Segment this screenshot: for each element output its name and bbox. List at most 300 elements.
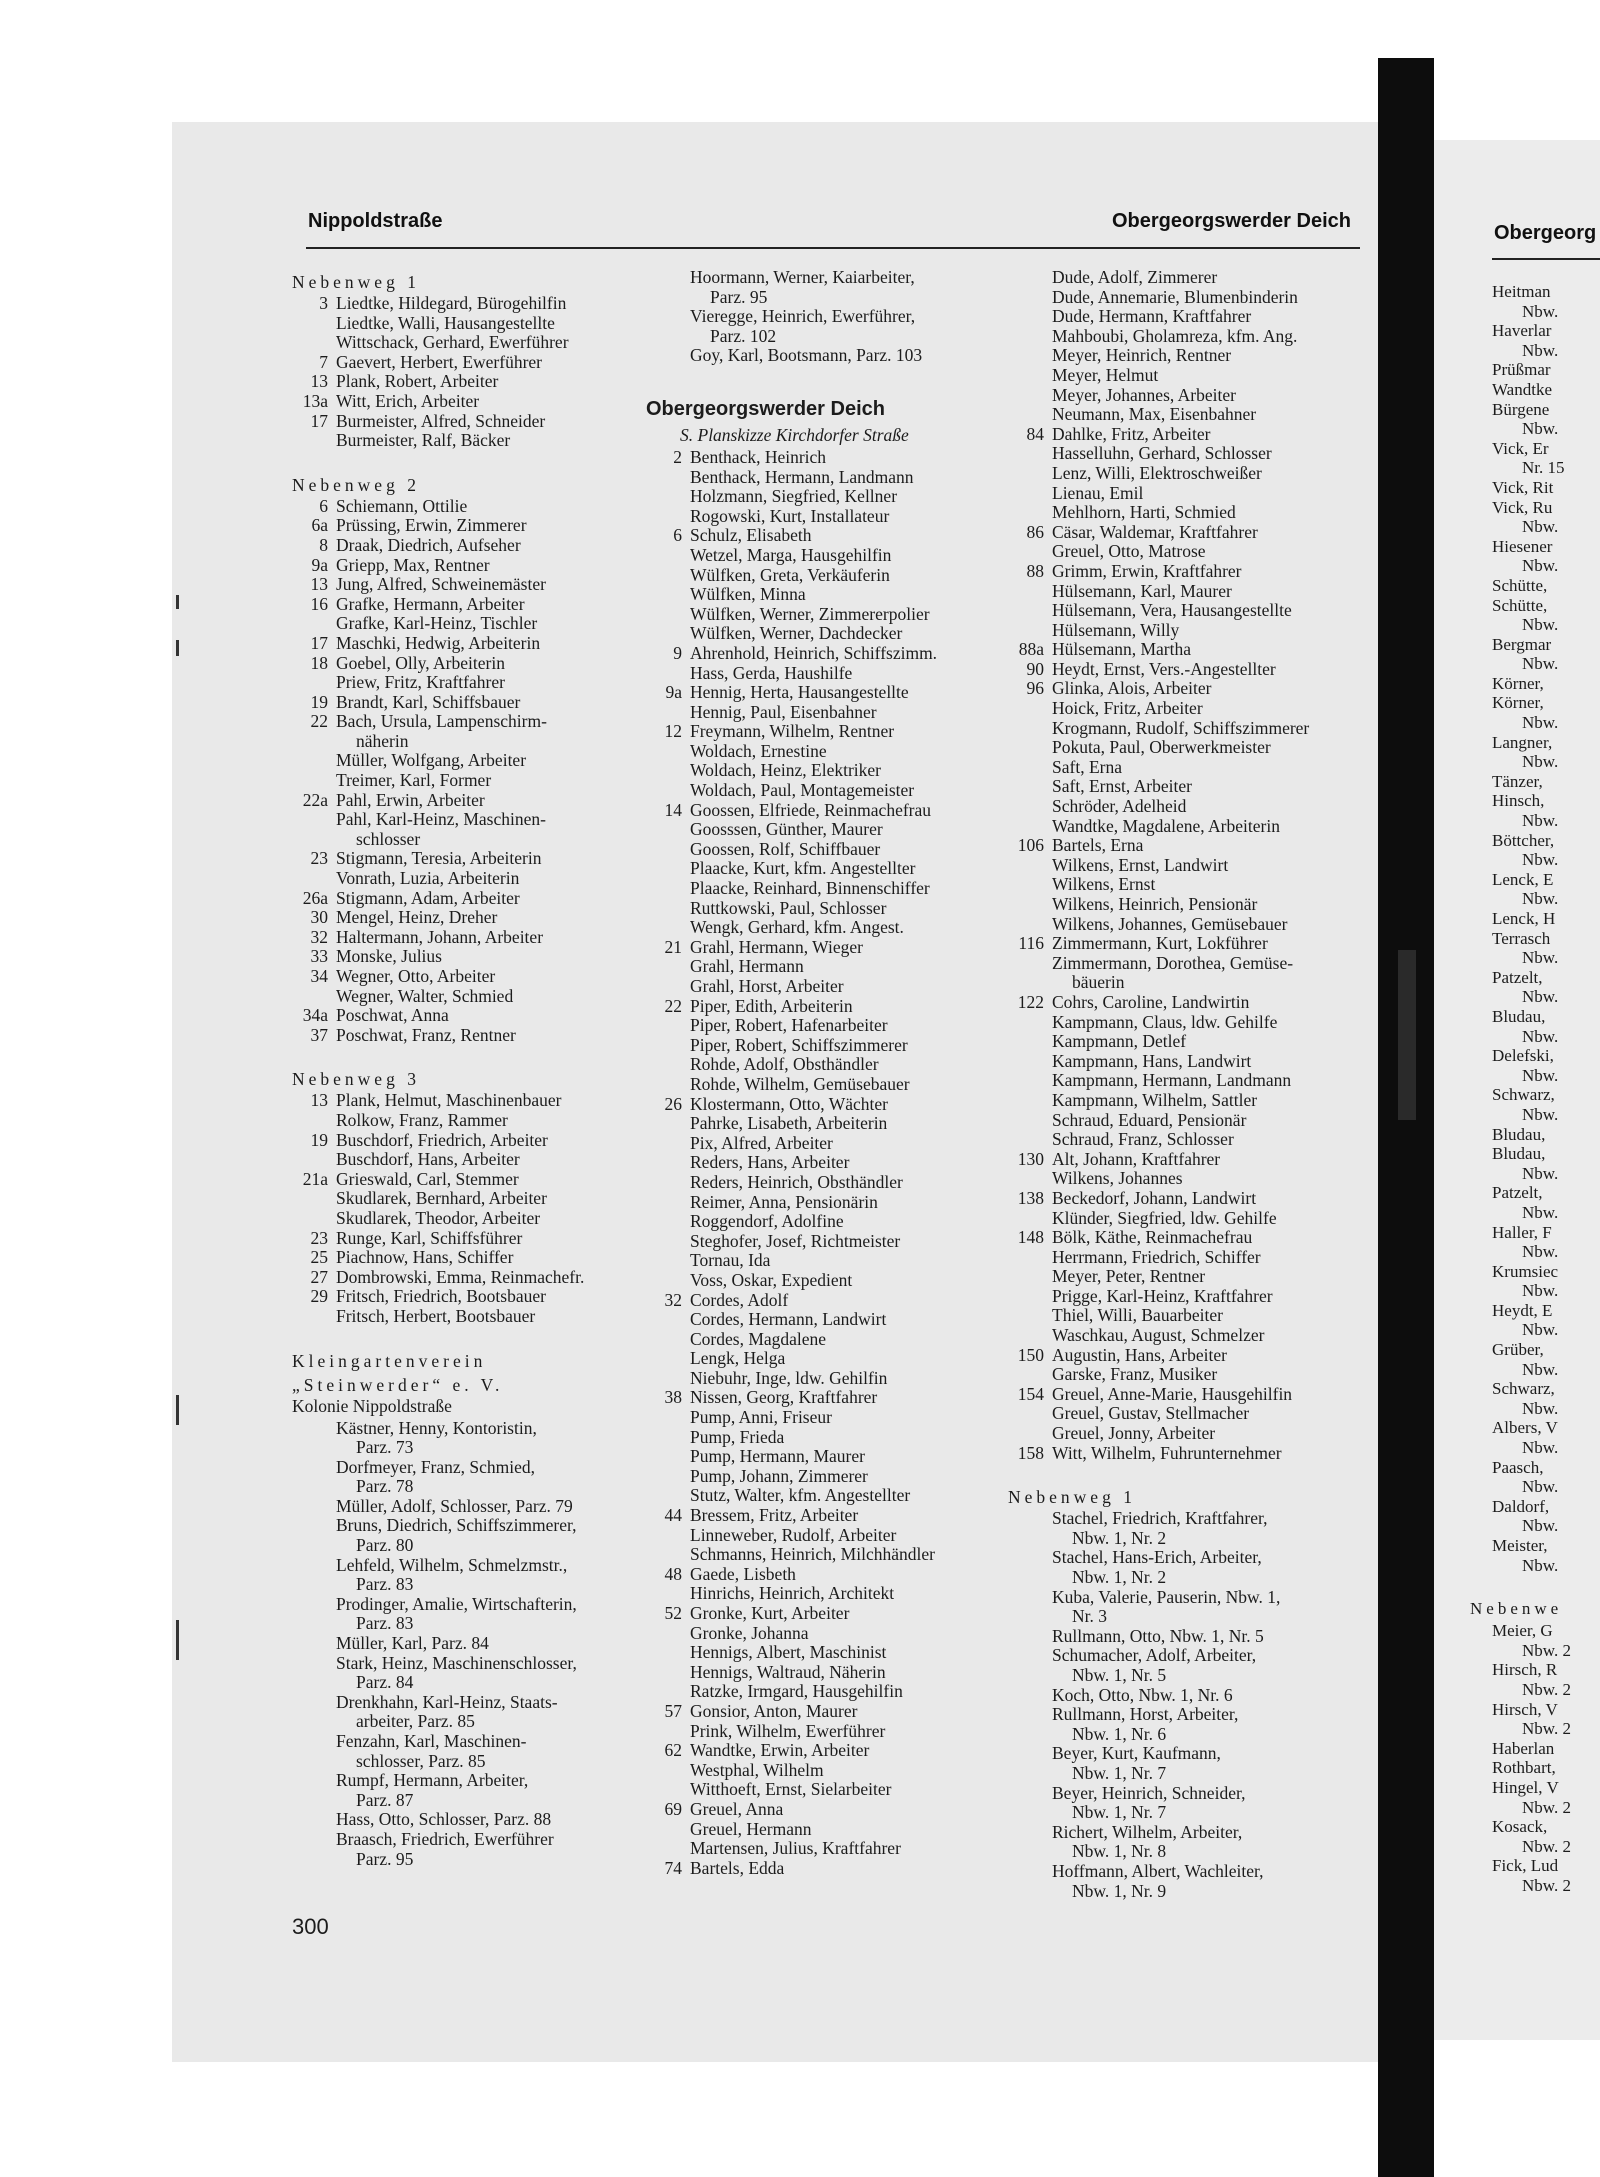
resident-entry — [646, 468, 1016, 488]
resident-entry-partial: Fick, Lud — [1492, 1856, 1559, 1876]
resident-entry — [1008, 1365, 1378, 1385]
resident-entry — [292, 333, 652, 353]
resident-text: Mahboubi, Gholamreza, kfm. Ang. — [1052, 325, 1298, 346]
house-number: 38 — [664, 1387, 682, 1408]
resident-entry — [646, 879, 1016, 899]
resident-text: Rolkow, Franz, Rammer — [336, 1109, 508, 1130]
resident-entry — [292, 1830, 652, 1850]
resident-entry-partial: Wandtke — [1492, 379, 1552, 399]
entry-continuation: näherin — [356, 730, 409, 751]
resident-entry — [646, 1408, 1016, 1428]
resident-text: Stigmann, Adam, Arbeiter — [336, 887, 520, 908]
header-far-right: Obergeorg — [1494, 222, 1597, 244]
resident-entry — [646, 1820, 1016, 1840]
resident-text: Freymann, Wilhelm, Rentner — [690, 721, 895, 742]
entry-continuation: Parz. 80 — [356, 1535, 414, 1556]
resident-entry — [1008, 1306, 1378, 1326]
resident-entry — [1008, 366, 1378, 386]
resident-entry — [646, 1310, 1016, 1330]
resident-text: Dude, Adolf, Zimmerer — [1052, 267, 1218, 287]
house-number: 7 — [319, 351, 328, 372]
resident-entry-partial: Nbw. — [1522, 1320, 1559, 1340]
resident-text: Prüssing, Erwin, Zimmerer — [336, 515, 527, 536]
resident-entry-partial: Nbw. — [1522, 1438, 1559, 1458]
resident-text: Klostermann, Otto, Wächter — [690, 1093, 888, 1114]
entry-continuation: Parz. 78 — [356, 1476, 414, 1497]
resident-entry — [646, 1663, 1016, 1683]
section-heading: Nebenweg 1 — [1008, 1487, 1136, 1508]
resident-text: Pix, Alfred, Arbeiter — [690, 1132, 833, 1153]
resident-text: Hinrichs, Heinrich, Architekt — [690, 1583, 895, 1604]
resident-entry — [646, 1173, 1016, 1193]
entry-continuation: Parz. 95 — [710, 286, 768, 307]
resident-entry — [292, 947, 652, 967]
resident-entry — [1008, 758, 1378, 778]
resident-text: Ruttkowski, Paul, Schlosser — [690, 897, 887, 918]
resident-text: Greuel, Anna — [690, 1798, 784, 1819]
resident-text: Cäsar, Waldemar, Kraftfahrer — [1052, 521, 1258, 542]
resident-entry — [292, 1131, 652, 1151]
resident-entry — [1008, 777, 1378, 797]
house-number: 88 — [1026, 560, 1044, 581]
resident-text: Wandtke, Magdalene, Arbeiterin — [1052, 815, 1280, 836]
resident-text: Prink, Wilhelm, Ewerführer — [690, 1720, 886, 1741]
house-number: 13 — [310, 574, 328, 595]
resident-entry — [646, 1349, 1016, 1369]
resident-text: Westphal, Wilhelm — [690, 1759, 824, 1780]
resident-entry — [292, 1516, 652, 1536]
resident-text: Nissen, Georg, Kraftfahrer — [690, 1387, 878, 1408]
resident-text: Goossen, Elfriede, Reinmachefrau — [690, 799, 932, 820]
resident-entry — [292, 1497, 652, 1517]
resident-entry-partial: Nbw. — [1522, 1242, 1559, 1262]
resident-text: Kästner, Henny, Kontoristin, — [336, 1417, 537, 1438]
resident-entry — [292, 1209, 652, 1229]
resident-entry — [1008, 523, 1378, 543]
resident-entry — [646, 977, 1016, 997]
section-heading: Nebenweg 1 — [292, 272, 420, 292]
resident-entry-partial: Nbw. — [1522, 1477, 1559, 1497]
house-number: 26a — [302, 887, 328, 908]
resident-entry — [292, 575, 652, 595]
resident-text: Greuel, Hermann — [690, 1818, 812, 1839]
resident-text: Roggendorf, Adolfine — [690, 1211, 844, 1232]
resident-entry-partial: Bludau, — [1492, 1124, 1546, 1144]
resident-entry-partial: Hirsch, R — [1492, 1660, 1558, 1680]
resident-entry — [292, 392, 652, 412]
resident-text: Skudlarek, Bernhard, Arbeiter — [336, 1188, 547, 1209]
house-number: 84 — [1026, 423, 1044, 444]
resident-entry — [1008, 542, 1378, 562]
resident-text: Grafke, Hermann, Arbeiter — [336, 593, 525, 614]
house-number: 17 — [310, 632, 328, 653]
resident-text: Wengk, Gerhard, kfm. Angest. — [690, 917, 904, 938]
resident-text: Müller, Adolf, Schlosser, Parz. 79 — [336, 1495, 573, 1516]
section-heading: Nebenwe — [1470, 1599, 1563, 1619]
resident-entry — [1008, 484, 1378, 504]
resident-text: Krogmann, Rudolf, Schiffszimmerer — [1052, 717, 1310, 738]
spine-shadow — [1398, 950, 1416, 1120]
resident-text: Schiemann, Ottilie — [336, 495, 468, 516]
resident-text: Piper, Robert, Schiffszimmerer — [690, 1034, 908, 1055]
house-number: 19 — [310, 691, 328, 712]
house-number: 2 — [673, 446, 682, 467]
resident-entry — [1008, 738, 1378, 758]
house-number: 6 — [673, 525, 682, 546]
house-number: 32 — [310, 926, 328, 947]
resident-text: Rullmann, Horst, Arbeiter, — [1052, 1704, 1239, 1725]
house-number: 69 — [664, 1798, 682, 1819]
resident-entry — [1008, 1823, 1378, 1843]
house-number: 90 — [1026, 658, 1044, 679]
resident-text: Liedtke, Hildegard, Bürogehilfin — [336, 293, 567, 313]
house-number: 33 — [310, 946, 328, 967]
resident-text: Gronke, Johanna — [690, 1622, 809, 1643]
resident-entry — [292, 712, 652, 732]
resident-text: Kampmann, Hermann, Landmann — [1052, 1070, 1292, 1091]
resident-entry — [292, 1458, 652, 1478]
resident-text: Cordes, Adolf — [690, 1289, 789, 1310]
resident-entry — [1008, 719, 1378, 739]
resident-entry — [646, 1369, 1016, 1389]
resident-text: Wilkens, Ernst, Landwirt — [1052, 854, 1229, 875]
resident-entry — [1008, 327, 1378, 347]
resident-entry — [1008, 601, 1378, 621]
house-number: 148 — [1017, 1227, 1044, 1248]
resident-entry — [1008, 856, 1378, 876]
resident-entry — [292, 1419, 652, 1439]
resident-entry-partial: Kosack, — [1492, 1817, 1548, 1837]
resident-text: Dombrowski, Emma, Reinmachefr. — [336, 1266, 585, 1287]
house-number: 44 — [664, 1505, 682, 1526]
resident-text: Benthack, Heinrich — [690, 446, 827, 467]
resident-entry — [292, 516, 652, 536]
resident-text: Bartels, Erna — [1052, 835, 1144, 856]
resident-entry — [292, 849, 652, 869]
resident-text: Hennigs, Albert, Maschinist — [690, 1642, 887, 1663]
resident-entry-partial: Nbw. — [1522, 889, 1559, 909]
house-number: 25 — [310, 1247, 328, 1268]
resident-entry-partial: Hirsch, V — [1492, 1699, 1558, 1719]
resident-text: Schulz, Elisabeth — [690, 525, 812, 546]
resident-text: Grieswald, Carl, Stemmer — [336, 1168, 519, 1189]
resident-text: Haltermann, Johann, Arbeiter — [336, 926, 544, 947]
entry-continuation: arbeiter, Parz. 85 — [356, 1711, 475, 1732]
resident-text: Kampmann, Detlef — [1052, 1031, 1187, 1052]
house-number: 34 — [310, 966, 328, 986]
resident-entry-partial: Schwarz, — [1492, 1085, 1555, 1105]
house-number: 52 — [664, 1603, 682, 1623]
resident-entry — [646, 1780, 1016, 1800]
resident-text: Thiel, Willi, Bauarbeiter — [1052, 1305, 1224, 1326]
resident-entry-partial: Nbw. — [1522, 615, 1559, 635]
entry-continuation: Parz. 87 — [356, 1789, 414, 1810]
entry-continuation: Nbw. 1, Nr. 5 — [1072, 1664, 1167, 1685]
section-heading: Nebenweg 2 — [292, 474, 420, 495]
resident-text: Fritsch, Herbert, Bootsbauer — [336, 1305, 536, 1326]
resident-entry — [1008, 915, 1378, 935]
resident-text: Skudlarek, Theodor, Arbeiter — [336, 1207, 541, 1228]
entry-continuation: Parz. 83 — [356, 1574, 414, 1595]
resident-entry-partial: Nbw. — [1522, 987, 1559, 1007]
house-number: 9 — [673, 642, 682, 663]
resident-entry — [646, 1330, 1016, 1350]
resident-entry — [646, 1428, 1016, 1448]
resident-entry — [646, 722, 1016, 742]
resident-entry — [1008, 934, 1378, 954]
resident-entry-partial: Daldorf, — [1492, 1496, 1550, 1516]
resident-entry — [292, 556, 652, 576]
resident-text: Augustin, Hans, Arbeiter — [1052, 1344, 1227, 1365]
resident-entry — [646, 346, 1016, 366]
resident-entry-partial: Nbw. — [1522, 1163, 1559, 1183]
resident-text: Wegner, Walter, Schmied — [336, 985, 514, 1006]
resident-entry — [292, 810, 652, 830]
resident-entry — [646, 742, 1016, 762]
house-number: 86 — [1026, 521, 1044, 542]
entry-continuation: Nbw. 1, Nr. 6 — [1072, 1723, 1167, 1744]
resident-entry — [292, 908, 652, 928]
resident-entry — [1008, 1784, 1378, 1804]
resident-entry-partial: Hiesener — [1492, 536, 1553, 556]
resident-text: Brandt, Karl, Schiffsbauer — [336, 691, 521, 712]
entry-continuation: Nbw. 1, Nr. 2 — [1072, 1567, 1167, 1587]
resident-entry — [292, 1810, 652, 1830]
resident-text: Vieregge, Heinrich, Ewerführer, — [690, 306, 916, 327]
resident-entry — [292, 314, 652, 334]
resident-entry — [292, 1654, 652, 1674]
resident-entry-partial: Nbw. 2 — [1522, 1836, 1571, 1856]
resident-text: Jung, Alfred, Schweinemäster — [336, 574, 546, 595]
resident-text: Kampmann, Hans, Landwirt — [1052, 1050, 1252, 1071]
resident-entry — [646, 1095, 1016, 1115]
resident-entry-partial: Haller, F — [1492, 1222, 1552, 1242]
resident-text: Cohrs, Caroline, Landwirtin — [1052, 991, 1250, 1012]
resident-entry-partial: Böttcher, — [1492, 830, 1555, 850]
resident-entry — [646, 938, 1016, 958]
resident-text: Piachnow, Hans, Schiffer — [336, 1247, 514, 1268]
resident-text: Greuel, Anne-Marie, Hausgehilfin — [1052, 1383, 1293, 1404]
resident-text: Buschdorf, Friedrich, Arbeiter — [336, 1129, 548, 1150]
resident-entry — [292, 869, 652, 889]
resident-text: Goy, Karl, Bootsmann, Parz. 103 — [690, 345, 923, 366]
resident-entry — [646, 1486, 1016, 1506]
resident-text: Hülsemann, Vera, Hausangestellte — [1052, 600, 1292, 621]
resident-entry — [292, 1170, 652, 1190]
resident-text: Meyer, Helmut — [1052, 364, 1159, 385]
resident-text: Vonrath, Luzia, Arbeiterin — [336, 868, 520, 889]
street-title: Obergeorgswerder Deich — [646, 397, 885, 420]
resident-text: Lenz, Willi, Elektroschweißer — [1052, 462, 1262, 483]
resident-entry — [646, 1545, 1016, 1565]
resident-entry — [646, 664, 1016, 684]
resident-entry — [646, 781, 1016, 801]
house-number: 23 — [310, 848, 328, 869]
resident-text: Wittschack, Gerhard, Ewerführer — [336, 332, 569, 353]
section-subheading: Kolonie Nippoldstraße — [292, 1395, 452, 1416]
resident-entry — [292, 654, 652, 674]
resident-text: Pahrke, Lisabeth, Arbeiterin — [690, 1113, 888, 1134]
resident-text: Pump, Hermann, Maurer — [690, 1446, 865, 1467]
resident-entry — [1008, 954, 1378, 974]
resident-entry-partial: Körner, — [1492, 673, 1544, 693]
resident-text: Kuba, Valerie, Pauserin, Nbw. 1, — [1052, 1586, 1281, 1607]
resident-entry — [646, 1055, 1016, 1075]
resident-entry — [646, 1722, 1016, 1742]
resident-entry — [646, 526, 1016, 546]
resident-entry — [292, 412, 652, 432]
resident-text: Poschwat, Franz, Rentner — [336, 1024, 516, 1045]
resident-text: Plank, Robert, Arbeiter — [336, 371, 499, 392]
resident-entry — [1008, 1705, 1378, 1725]
resident-entry-partial: Patzelt, — [1492, 1183, 1543, 1203]
resident-text: Hasselluhn, Gerhard, Schlosser — [1052, 443, 1272, 464]
resident-entry — [646, 487, 1016, 507]
resident-entry-partial: Vick, Ru — [1492, 497, 1553, 517]
resident-entry-partial: Nbw. — [1522, 1359, 1559, 1379]
house-number: 26 — [664, 1093, 682, 1114]
resident-text: Bruns, Diedrich, Schiffszimmerer, — [336, 1515, 577, 1536]
house-number: 62 — [664, 1740, 682, 1761]
resident-entry — [646, 1251, 1016, 1271]
resident-text: Wilkens, Ernst — [1052, 874, 1156, 895]
resident-entry — [292, 1026, 652, 1046]
resident-text: Pump, Frieda — [690, 1426, 785, 1447]
resident-entry-partial: Heitman — [1492, 282, 1551, 301]
resident-text: Zimmermann, Kurt, Lokführer — [1052, 933, 1268, 954]
resident-text: Piper, Edith, Arbeiterin — [690, 995, 853, 1016]
resident-text: Hülsemann, Willy — [1052, 619, 1180, 640]
house-number: 150 — [1017, 1344, 1044, 1365]
resident-text: Lengk, Helga — [690, 1348, 786, 1369]
resident-text: Waschkau, August, Schmelzer — [1052, 1325, 1265, 1346]
resident-text: Saft, Erna — [1052, 756, 1122, 777]
resident-entry — [1008, 1189, 1378, 1209]
resident-entry — [1008, 268, 1378, 288]
entry-continuation: Nbw. 1, Nr. 9 — [1072, 1880, 1167, 1901]
resident-text: Prodinger, Amalie, Wirtschafterin, — [336, 1593, 577, 1614]
resident-entry — [292, 353, 652, 373]
resident-text: Tornau, Ida — [690, 1250, 771, 1271]
resident-entry — [292, 889, 652, 909]
house-number: 48 — [664, 1563, 682, 1584]
house-number: 17 — [310, 410, 328, 431]
resident-text: Voss, Oskar, Expedient — [690, 1269, 853, 1290]
resident-entry — [1008, 1150, 1378, 1170]
resident-entry — [1008, 1424, 1378, 1444]
resident-text: Mehlhorn, Harti, Schmied — [1052, 502, 1236, 523]
resident-entry — [292, 771, 652, 791]
resident-text: Witt, Erich, Arbeiter — [336, 390, 480, 411]
resident-text: Monske, Julius — [336, 946, 442, 967]
entry-continuation: bäuerin — [1072, 972, 1125, 993]
resident-entry-partial: Nr. 15 — [1522, 458, 1565, 478]
section-heading: Kleingartenverein — [292, 1350, 487, 1371]
resident-text: Reimer, Anna, Pensionärin — [690, 1191, 878, 1212]
resident-text: Stutz, Walter, kfm. Angestellter — [690, 1485, 911, 1506]
resident-text: Piper, Robert, Hafenarbeiter — [690, 1015, 888, 1036]
resident-text: Runge, Karl, Schiffsführer — [336, 1227, 523, 1248]
resident-entry — [646, 1526, 1016, 1546]
resident-text: Linneweber, Rudolf, Arbeiter — [690, 1524, 897, 1545]
resident-entry — [646, 1859, 1016, 1879]
resident-text: Plaacke, Reinhard, Binnenschiffer — [690, 878, 930, 899]
resident-entry — [646, 1134, 1016, 1154]
resident-text: Stigmann, Teresia, Arbeiterin — [336, 848, 542, 869]
resident-entry-partial: Nbw. 2 — [1522, 1875, 1571, 1895]
resident-entry — [646, 1388, 1016, 1408]
resident-entry — [646, 1624, 1016, 1644]
resident-entry — [292, 1693, 652, 1713]
resident-text: Richert, Wilhelm, Arbeiter, — [1052, 1821, 1243, 1842]
resident-entry — [1008, 621, 1378, 641]
resident-text: Woldach, Ernestine — [690, 740, 827, 761]
resident-entry-partial: Nbw. — [1522, 419, 1559, 439]
street-note: S. Planskizze Kirchdorfer Straße — [680, 424, 909, 445]
resident-entry — [292, 634, 652, 654]
house-number: 8 — [319, 534, 328, 555]
resident-text: Liedtke, Walli, Hausangestellte — [336, 312, 555, 333]
resident-entry — [646, 605, 1016, 625]
resident-entry — [646, 1506, 1016, 1526]
resident-entry — [1008, 346, 1378, 366]
resident-entry — [646, 703, 1016, 723]
section-heading: „Steinwerder“ e. V. — [292, 1374, 504, 1395]
resident-entry — [292, 1595, 652, 1615]
resident-entry — [1008, 1032, 1378, 1052]
resident-entry — [646, 1839, 1016, 1859]
resident-entry — [646, 1682, 1016, 1702]
resident-entry-partial: Schütte, — [1492, 575, 1548, 595]
resident-entry — [646, 507, 1016, 527]
resident-text: Cordes, Hermann, Landwirt — [690, 1309, 887, 1330]
resident-text: Meyer, Heinrich, Rentner — [1052, 345, 1232, 366]
house-number: 122 — [1017, 991, 1044, 1012]
resident-text: Goebel, Olly, Arbeiterin — [336, 652, 505, 673]
resident-entry — [292, 928, 652, 948]
header-right: Obergeorgswerder Deich — [1112, 210, 1351, 232]
resident-entry-partial: Nbw. — [1522, 1281, 1559, 1301]
resident-text: Pokuta, Paul, Oberwerkmeister — [1052, 737, 1271, 758]
resident-entry-partial: Körner, — [1492, 693, 1544, 713]
resident-entry — [292, 1732, 652, 1752]
resident-entry — [646, 801, 1016, 821]
resident-text: Schraud, Franz, Schlosser — [1052, 1129, 1234, 1150]
resident-entry — [1008, 386, 1378, 406]
resident-text: Fritsch, Friedrich, Bootsbauer — [336, 1286, 546, 1307]
resident-entry — [292, 614, 652, 634]
resident-text: Schröder, Adelheid — [1052, 796, 1187, 817]
house-number: 21a — [302, 1168, 328, 1189]
resident-text: Rogowski, Kurt, Installateur — [690, 505, 890, 526]
resident-entry — [1008, 1444, 1378, 1464]
resident-text: Greuel, Otto, Matrose — [1052, 541, 1206, 562]
entry-continuation: Parz. 102 — [710, 325, 777, 346]
resident-text: Braasch, Friedrich, Ewerführer — [336, 1828, 554, 1849]
resident-text: Benthack, Hermann, Landmann — [690, 466, 914, 487]
resident-entry — [646, 1114, 1016, 1134]
house-number: 88a — [1018, 639, 1044, 660]
resident-text: Pahl, Erwin, Arbeiter — [336, 789, 485, 810]
resident-text: Greuel, Gustav, Stellmacher — [1052, 1403, 1250, 1424]
house-number: 6a — [311, 515, 328, 536]
resident-text: Hass, Otto, Schlosser, Parz. 88 — [336, 1809, 552, 1830]
resident-text: Beyer, Kurt, Kaufmann, — [1052, 1743, 1221, 1764]
resident-text: Müller, Karl, Parz. 84 — [336, 1633, 489, 1654]
resident-entry — [646, 1800, 1016, 1820]
resident-text: Beyer, Heinrich, Schneider, — [1052, 1782, 1246, 1803]
resident-text: Reders, Hans, Arbeiter — [690, 1152, 850, 1173]
